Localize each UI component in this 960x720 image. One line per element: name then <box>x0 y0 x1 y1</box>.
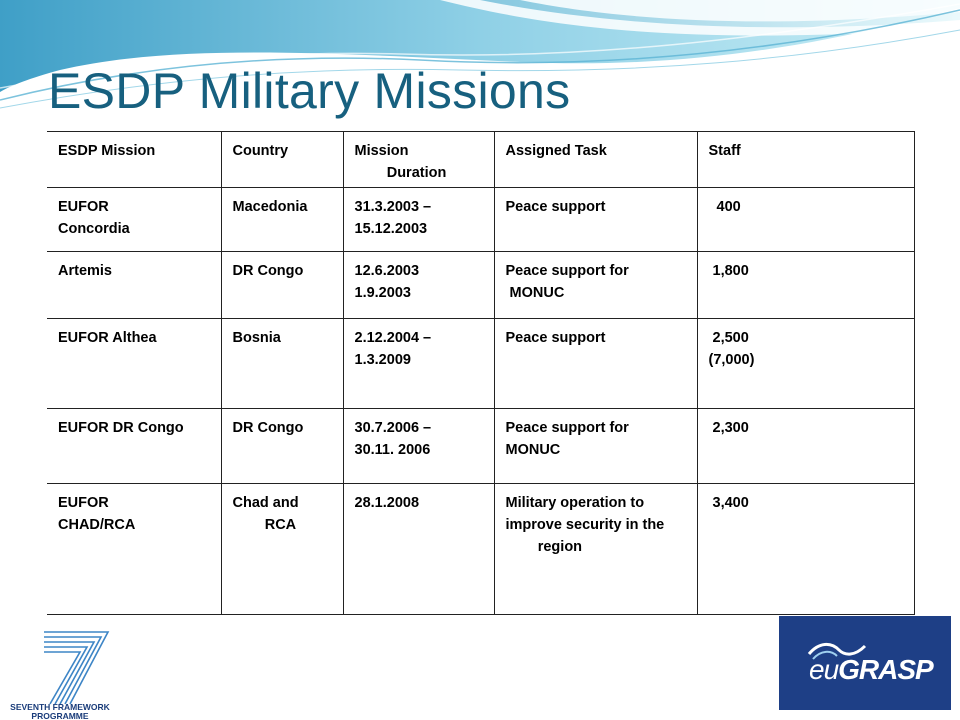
cell-line: EUFOR DR Congo <box>58 420 184 436</box>
table-cell <box>697 409 914 484</box>
table-cell <box>221 484 343 615</box>
table-cell <box>47 252 221 319</box>
cell-line: Military operation to <box>505 495 645 511</box>
header-cell <box>47 132 221 188</box>
table-row <box>47 252 914 319</box>
table-cell <box>343 484 494 615</box>
cell-line: Chad and <box>232 495 299 511</box>
cell-line: Peace support for <box>505 420 629 436</box>
cell-line: Artemis <box>58 263 112 279</box>
table-cell <box>47 409 221 484</box>
cell-line: improve security in the <box>505 517 665 533</box>
table-cell <box>221 319 343 409</box>
cell-line: Bosnia <box>232 330 281 346</box>
cell-line: 12.6.2003 <box>354 263 420 279</box>
fp7-logo-line2: PROGRAMME <box>31 711 89 720</box>
fp7-logo-line1: SEVENTH FRAMEWORK <box>10 702 110 712</box>
cell-line: (7,000) <box>708 352 755 368</box>
eugrasp-name: GRASP <box>838 654 933 685</box>
table-cell <box>697 252 914 319</box>
table-cell <box>697 188 914 252</box>
cell-line: Macedonia <box>232 199 308 215</box>
cell-line: 30.7.2006 – <box>354 420 432 436</box>
table-cell <box>221 252 343 319</box>
missions-table <box>47 131 915 615</box>
eugrasp-logo <box>779 616 951 710</box>
table-cell <box>494 319 697 409</box>
table-cell <box>221 409 343 484</box>
cell-line: Duration <box>354 165 447 181</box>
cell-line: EUFOR <box>58 495 109 511</box>
cell-line: 31.3.2003 – <box>354 199 432 215</box>
table-cell <box>697 484 914 615</box>
table-cell <box>343 319 494 409</box>
cell-line: 1.9.2003 <box>354 285 411 301</box>
table-cell <box>47 188 221 252</box>
cell-line: MONUC <box>505 442 561 458</box>
cell-line: Peace support for <box>505 263 629 279</box>
cell-line: Mission <box>354 143 409 159</box>
cell-line: ESDP Mission <box>58 143 156 159</box>
eugrasp-logo-text <box>809 654 933 686</box>
table-cell <box>494 188 697 252</box>
header-cell <box>221 132 343 188</box>
cell-line: CHAD/RCA <box>58 517 136 533</box>
slide-title: ESDP Military Missions <box>48 63 571 119</box>
table-cell <box>47 319 221 409</box>
cell-line: 30.11. 2006 <box>354 442 431 458</box>
table-row <box>47 319 914 409</box>
table-row <box>47 409 914 484</box>
header-cell <box>494 132 697 188</box>
cell-line: 2,500 <box>708 330 749 346</box>
table-cell <box>47 484 221 615</box>
cell-line: 3,400 <box>708 495 749 511</box>
eugrasp-prefix: eu <box>809 654 839 685</box>
cell-line: Assigned Task <box>505 143 607 159</box>
cell-line: Peace support <box>505 199 606 215</box>
fp7-logo <box>4 626 116 720</box>
table-cell <box>221 188 343 252</box>
cell-line: Staff <box>708 143 741 159</box>
cell-line: DR Congo <box>232 420 304 436</box>
cell-line: Country <box>232 143 289 159</box>
table-cell <box>343 252 494 319</box>
cell-line: MONUC <box>505 285 565 301</box>
table-cell <box>343 409 494 484</box>
header-cell <box>343 132 494 188</box>
table-cell <box>494 252 697 319</box>
cell-line: 1,800 <box>708 263 749 279</box>
cell-line: 1.3.2009 <box>354 352 411 368</box>
cell-line: 400 <box>708 199 741 215</box>
table-cell <box>494 484 697 615</box>
cell-line: region <box>505 539 583 555</box>
cell-line: DR Congo <box>232 263 304 279</box>
cell-line: EUFOR <box>58 199 109 215</box>
table-header-row <box>47 132 914 188</box>
table-row <box>47 188 914 252</box>
cell-line: 15.12.2003 <box>354 221 428 237</box>
table-cell <box>494 409 697 484</box>
cell-line: 28.1.2008 <box>354 495 420 511</box>
cell-line: EUFOR Althea <box>58 330 157 346</box>
table-cell <box>343 188 494 252</box>
cell-line: Peace support <box>505 330 606 346</box>
table-row <box>47 484 914 615</box>
cell-line: 2,300 <box>708 420 749 436</box>
header-cell <box>697 132 914 188</box>
cell-line: RCA <box>232 517 297 533</box>
cell-line: Concordia <box>58 221 130 237</box>
table-cell <box>697 319 914 409</box>
cell-line: 2.12.2004 – <box>354 330 432 346</box>
